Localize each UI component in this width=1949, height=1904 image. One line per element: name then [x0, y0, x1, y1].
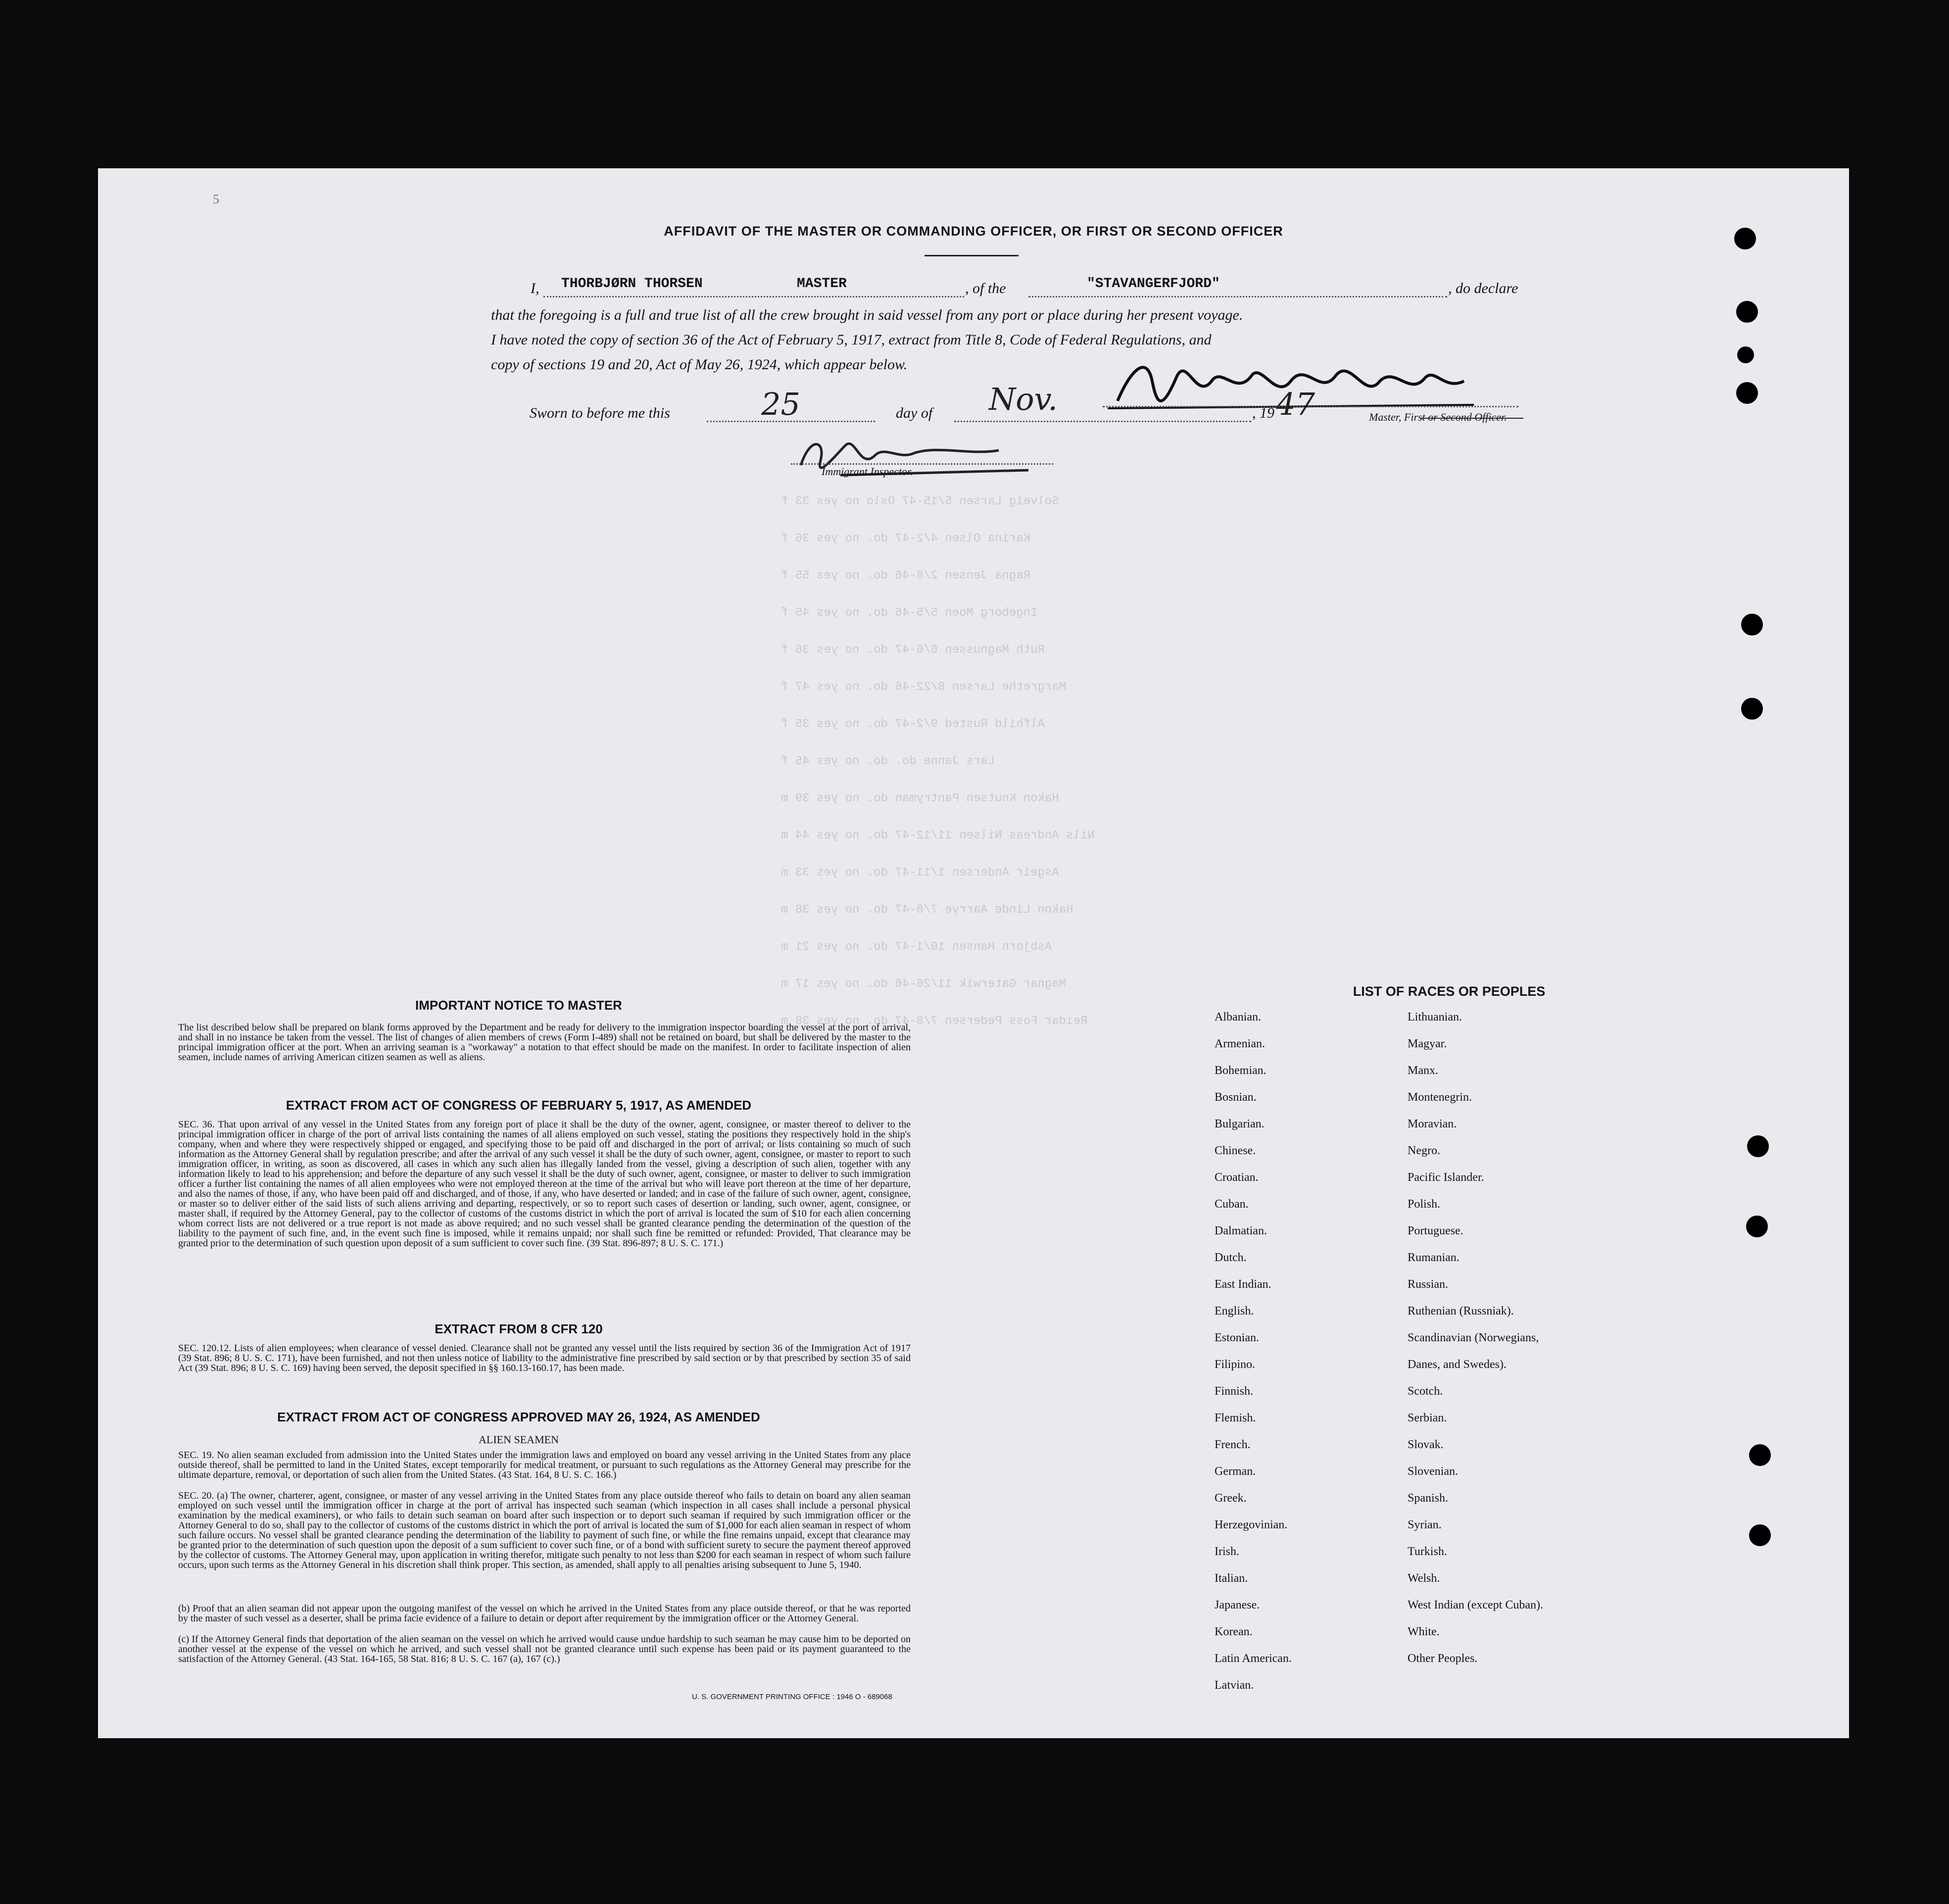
race-item: East Indian. [1215, 1278, 1271, 1291]
race-item: Russian. [1408, 1278, 1449, 1291]
race-item: Slovak. [1408, 1438, 1444, 1451]
race-item: Magyar. [1408, 1037, 1447, 1050]
race-item: Estonian. [1215, 1331, 1259, 1344]
race-item: Greek. [1215, 1492, 1247, 1505]
race-item: Portuguese. [1408, 1224, 1463, 1237]
binder-hole [1734, 228, 1756, 249]
race-item: Cuban. [1215, 1198, 1249, 1211]
declaration-line-4: copy of sections 19 and 20, Act of May 26, 1924, which appear below. [491, 356, 908, 373]
race-item: Korean. [1215, 1625, 1253, 1638]
binder-hole [1747, 1135, 1769, 1157]
race-item: English. [1215, 1305, 1254, 1318]
race-item: German. [1215, 1465, 1256, 1478]
race-item: Dutch. [1215, 1251, 1247, 1264]
affidavit-form [98, 168, 1849, 1738]
races-title: LIST OF RACES OR PEOPLES [1353, 984, 1546, 999]
binder-hole [1737, 346, 1754, 363]
race-item: Scandinavian (Norwegians, [1408, 1331, 1539, 1344]
master-rank: MASTER [797, 276, 847, 292]
race-item: Serbian. [1408, 1412, 1447, 1424]
race-item: Spanish. [1408, 1492, 1449, 1505]
sworn-label: Sworn to before me this [530, 405, 670, 421]
race-item: Bulgarian. [1215, 1118, 1265, 1130]
race-item: Filipino. [1215, 1358, 1256, 1371]
declaration-i: I, [531, 280, 539, 296]
page-mark: 5 [213, 192, 219, 206]
notice-body: The list described below shall be prepared on blank forms approved by the Department and be ready for delivery to the immigration inspector boarding the vessel at the port of arrival, and shall in no instance be taken from the vessel. The list of changes of alien members of crews (Form I-489) shall not be retained on board, but shall be delivered by the master to the principal immigration officer at the port. When an arriving seaman is a "workaway" a notation to that effect should be made on the manifest. In order to facilitate inspection of alien seamen, include names of arriving American citizen seamen as well as aliens. [178, 1022, 911, 1063]
extract-1924-sec20c: (c) If the Attorney General finds that deportation of the alien seaman on the vessel on which he arrived would cause undue hardship to such seaman he may cause him to be deported on another vessel at the expense of the vessel on which he arrived, and such vessel shall not be granted clearance until such expense has been paid or its payment guaranteed to the satisfaction of the Attorney General. (43 Stat. 164-165, 58 Stat. 816; 8 U. S. C. 167 (a), 167 (c).) [178, 1634, 911, 1664]
sworn-month: Nov. [989, 381, 1058, 417]
race-item: West Indian (except Cuban). [1408, 1599, 1543, 1611]
binder-hole [1749, 1444, 1771, 1466]
race-item: Pacific Islander. [1408, 1171, 1484, 1184]
alien-seamen-subtitle: ALIEN SEAMEN [479, 1433, 559, 1446]
notice-title: IMPORTANT NOTICE TO MASTER [415, 998, 622, 1013]
race-item: Finnish. [1215, 1385, 1254, 1398]
race-item: Scotch. [1408, 1385, 1443, 1398]
race-item: Manx. [1408, 1064, 1438, 1077]
race-item: Croatian. [1215, 1171, 1259, 1184]
month-line [954, 421, 1251, 422]
printer-credit: U. S. GOVERNMENT PRINTING OFFICE : 1946 O - 689068 [692, 1693, 892, 1701]
race-item: Negro. [1408, 1144, 1440, 1157]
race-item: Latin American. [1215, 1652, 1292, 1665]
inspector-caption: Immigrant Inspector. [822, 465, 913, 478]
caption-strike [1420, 418, 1523, 419]
race-item: Chinese. [1215, 1144, 1256, 1157]
race-item: Other Peoples. [1408, 1652, 1478, 1665]
master-caption: Master, First or Second Officer. [1369, 411, 1507, 423]
binder-hole [1736, 382, 1758, 404]
binder-hole [1749, 1524, 1771, 1546]
extract-1917-body: SEC. 36. That upon arrival of any vessel in the United States from any foreign port of place it shall be the duty of the owner, agent, consignee, or master thereof to deliver to the principal immigration officer in charge of the port of arrival lists containing the names of all aliens employed on such vessel, stating the positions they respectively hold in the ship's company, when and where they were respectively shipped or engaged, and specifying those to be paid off and discharged in the port of arrival; or lists containing so much of such information as the Attorney General shall by regulation prescribe; and after the arrival of any such vessel it shall be the duty of such owner, agent, consignee, or master to report to such immigration officer, in writing, as soon as discovered, all cases in which any such alien has illegally landed from the vessel, giving a description of such alien, together with any information likely to lead to his apprehension; and before the departure of any such vessel it shall be the duty of such owner, agent, consignee, or master to deliver to such immigration officer a further list containing the names of all alien employees who were not employed thereon at the time of the arrival but who will leave port thereon at the time of her departure, and also the names of those, if any, who have been paid off and discharged, and of those, if any, who have deserted or landed; and in case of the failure of such owner, agent, consignee, or master so to deliver either of the said lists of such aliens arriving and departing, respectively, or so to report such cases of desertion or landing, such owner, agent, consignee, or master shall, if required by the Attorney General, pay to the collector of customs of the customs district in which the port of arrival is located the sum of $10 for each alien concerning whom correct lists are not delivered or a true report is not made as above required; and no such vessel shall be granted clearance pending the determination of the question of the liability to the payment of such fine, and, in the event such fine is imposed, while it remains unpaid; nor shall such fine be remitted or refunded: Provided, That clearance may be granted prior to the determination of such question upon deposit of a sum sufficient to cover such fine. (39 Stat. 896-897; 8 U. S. C. 171.) [178, 1119, 911, 1249]
race-item: Lithuanian. [1408, 1011, 1462, 1024]
extract-1924-title: EXTRACT FROM ACT OF CONGRESS APPROVED MAY 26, 1924, AS AMENDED [277, 1410, 760, 1424]
year-prefix: , 19 [1252, 405, 1274, 421]
vessel-line [1028, 296, 1447, 297]
race-item: Ruthenian (Russniak). [1408, 1305, 1514, 1318]
declaration-line-3: I have noted the copy of section 36 of the Act of February 5, 1917, extract from Title 8, Code of Federal Regulations, and [491, 332, 1212, 348]
race-item: Albanian. [1215, 1011, 1261, 1024]
race-item: Turkish. [1408, 1545, 1447, 1558]
binder-hole [1746, 1216, 1768, 1237]
race-item: Slovenian. [1408, 1465, 1458, 1478]
race-item: Danes, and Swedes). [1408, 1358, 1507, 1371]
race-item: Dalmatian. [1215, 1224, 1267, 1237]
race-item: Montenegrin. [1408, 1091, 1472, 1104]
races-column-2 [1408, 1011, 1543, 1679]
race-item: Latvian. [1215, 1679, 1254, 1692]
race-item: Italian. [1215, 1572, 1248, 1585]
race-item: Armenian. [1215, 1037, 1265, 1050]
extract-1924-sec20a: SEC. 20. (a) The owner, charterer, agent, consignee, or master of any vessel arriving in the United States from any place outside thereof who fails to detain on board any alien seaman employed on such vessel until the immigration officer in charge at the port of arrival has inspected such seaman (which inspection in all cases shall include a personal physical examination by the medical examiners), or who fails to detain such seaman on board after such inspection or to deport such seaman if required by such immigration officer or the Attorney General to do so, shall pay to the collector of customs of the customs district in which the port of arrival is located the sum of $1,000 for each alien seaman in respect of whom such failure occurs. No vessel shall be granted clearance pending the determination of the liability to payment of such fine, or while the fine remains unpaid, except that clearance may be granted prior to the determination of such question upon the deposit of a sum sufficient to cover such fine, or of a bond with sufficient surety to secure the payment thereof approved by the collector of customs. The Attorney General may, upon application in writing therefor, mitigate such penalty to not less than $200 for each seaman in respect of whom such failure occurs, upon such terms as the Attorney General in his discretion shall think proper. This section, as amended, shall apply to all penalties arising subsequent to June 5, 1940. [178, 1490, 911, 1570]
do-declare-label: , do declare [1448, 280, 1518, 296]
extract-1917-title: EXTRACT FROM ACT OF CONGRESS OF FEBRUARY 5, 1917, AS AMENDED [286, 1098, 752, 1113]
inspector-line [791, 463, 1053, 465]
master-name: THORBJØRN THORSEN [561, 276, 703, 292]
affidavit-title: AFFIDAVIT OF THE MASTER OR COMMANDING OFFICER, OR FIRST OR SECOND OFFICER [664, 224, 1283, 239]
of-the-label: , of the [965, 280, 1006, 296]
sworn-day: 25 [761, 386, 800, 422]
vessel-name: "STAVANGERFJORD" [1087, 276, 1220, 292]
sworn-year: 47 [1276, 386, 1315, 422]
binder-hole [1741, 614, 1763, 635]
extract-1924-sec20b: (b) Proof that an alien seaman did not appear upon the outgoing manifest of the vessel on which he arrived in the United States from any place outside thereof, or that he was reported by the master of such vessel as a deserter, shall be prima facie evidence of a failure to detain or deport after requirement by the immigration officer or the Attorney General. [178, 1603, 911, 1624]
binder-hole [1741, 698, 1763, 720]
inspector-signature [781, 426, 1058, 490]
race-item: Flemish. [1215, 1412, 1256, 1424]
extract-1924-sec19: SEC. 19. No alien seaman excluded from admission into the United States under the immigration laws and employed on board any vessel arriving in the United States from any place outside thereof, shall be permitted to land in the United States, except temporarily for medical treatment, or pursuant to such regulations as the Attorney General may prescribe for the ultimate departure, removal, or deportation of such alien from the United States. (43 Stat. 164, 8 U. S. C. 166.) [178, 1450, 911, 1480]
race-item: Irish. [1215, 1545, 1239, 1558]
binder-hole [1736, 301, 1758, 323]
race-item: White. [1408, 1625, 1440, 1638]
race-item: Bosnian. [1215, 1091, 1257, 1104]
title-rule [925, 255, 1019, 256]
extract-cfr-body: SEC. 120.12. Lists of alien employees; when clearance of vessel denied. Clearance shall not be granted any vessel until the lists required by section 36 of the Immigration Act of 1917 (39 Stat. 896; 8 U. S. C. 171), have been furnished, and not then unless notice of liability to the administrative fine prescribed by said section or by that prescribed by section 35 of said Act (39 Stat. 896; 8 U. S. C. 169) having been served, the deposit specified in §§ 160.13-160.17, has been made. [178, 1343, 911, 1373]
race-item: Herzegovinian. [1215, 1518, 1288, 1531]
race-item: Syrian. [1408, 1518, 1442, 1531]
name-line [543, 296, 964, 297]
race-item: Welsh. [1408, 1572, 1440, 1585]
day-of-label: day of [896, 405, 933, 421]
race-item: Rumanian. [1408, 1251, 1460, 1264]
race-item: Japanese. [1215, 1599, 1260, 1611]
extract-cfr-title: EXTRACT FROM 8 CFR 120 [435, 1321, 603, 1336]
reverse-bleed-through: Solveig Larsen 5/15-47 Oslo no yes 33 f Karina Olsen 4/2-47 do. no yes 36 f Ragna Jensen 2/8-46 do. no yes 55 f Ingeborg Moen 5/5-46 do. no yes 45 f Ruth Magnussen 6/6-47 do. no yes 36 f Margrethe Larsen 8/22-46 do. no yes 47 f Alfhild Rusted 9/2-47 do. no yes 35 f Lars Janne do. do. no yes 45 f Hakon Knutsen Pantryman do. no yes 39 m Nils Andreas Nilsen 11/12-47 do. no yes 44 m Asgeir Andersen 1/11-47 do. no yes 33 m Hakon Linde Aarrye 7/8-47 do. no yes 38 m Asbjorn Hansen 10/1-47 do. no yes 21 m Magnar Gaterwik 11/26-46 do. no yes 17 m Reidar Foss Pedersen 7/8-47 do. no yes 38 m [781, 495, 1095, 1028]
races-column-1 [1215, 1011, 1292, 1706]
race-item: Moravian. [1408, 1118, 1457, 1130]
race-item: French. [1215, 1438, 1251, 1451]
race-item: Bohemian. [1215, 1064, 1267, 1077]
race-item: Polish. [1408, 1198, 1441, 1211]
declaration-line-2: that the foregoing is a full and true list of all the crew brought in said vessel from any port or place during her present voyage. [491, 307, 1243, 323]
